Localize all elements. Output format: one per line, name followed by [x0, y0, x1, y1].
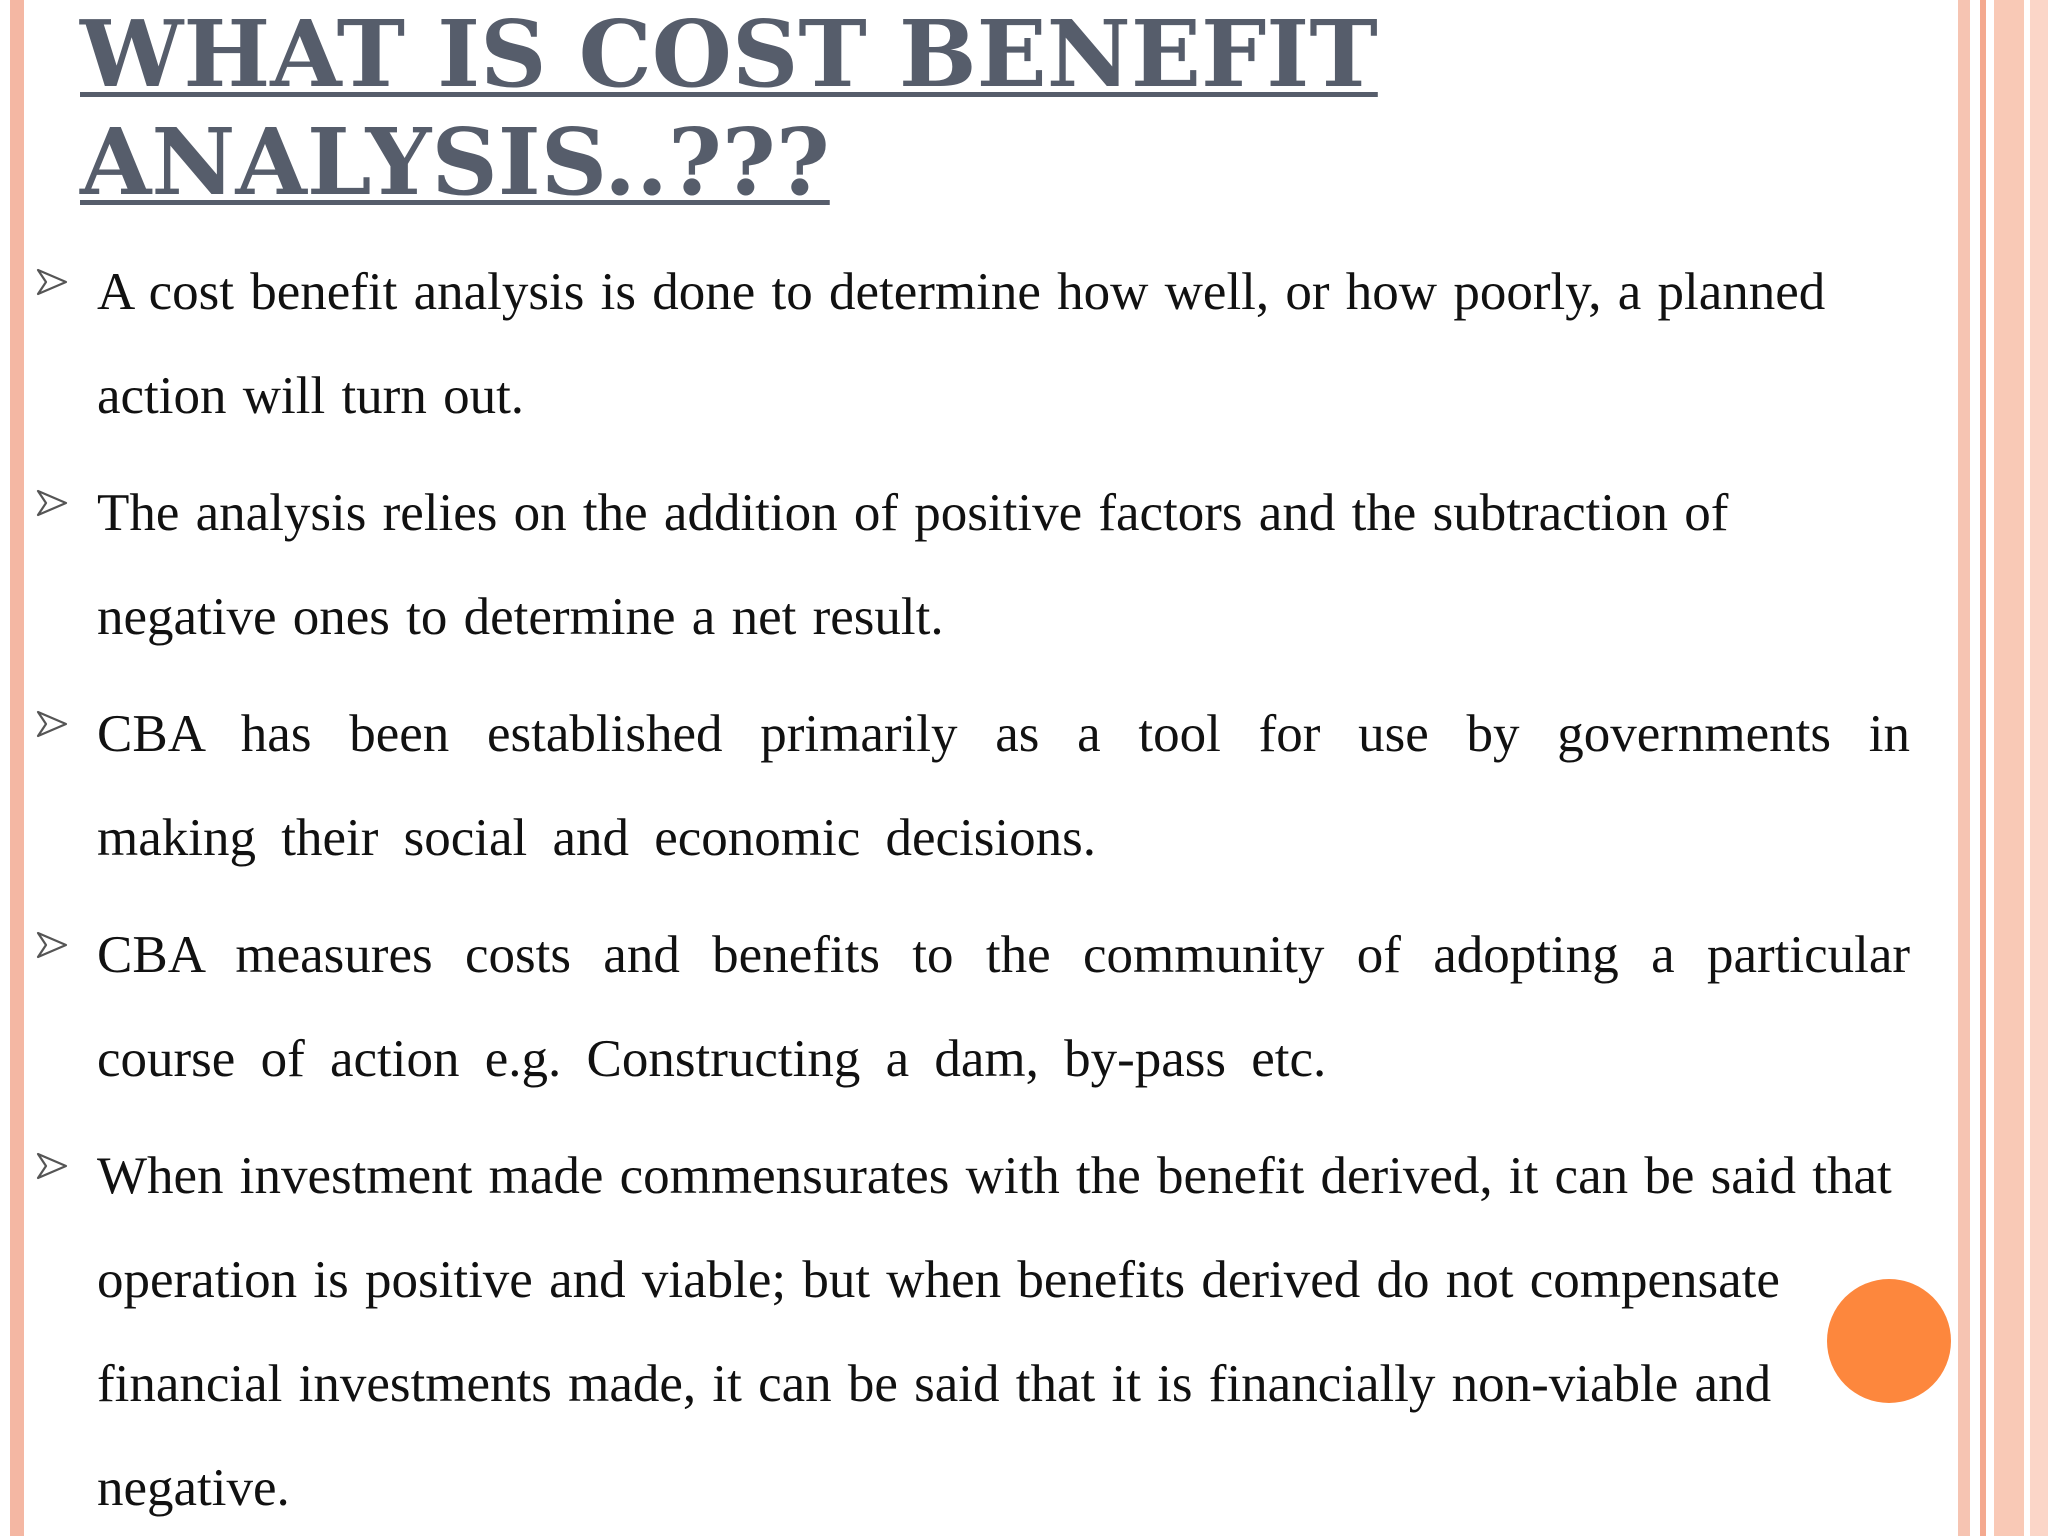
arrowhead-bullet-icon [36, 929, 68, 961]
bullet-list [0, 240, 2048, 1536]
arrowhead-bullet-icon [36, 708, 68, 740]
bullet-text: The analysis relies on the addition of positive factors and the subtraction of negative ones to determine a net result. [97, 484, 1729, 646]
arrowhead-bullet-icon [36, 1150, 68, 1182]
bullet-item [0, 461, 1910, 669]
bullet-text: CBA has been established primarily as a tool for use by governments in making their social and economic decisions. [97, 705, 1910, 867]
bullet-text: CBA measures costs and benefits to the community of adopting a particular course of action e.g. Constructing a dam, by-pass etc. [97, 926, 1910, 1088]
bullet-text: A cost benefit analysis is done to determine how well, or how poorly, a planned action will turn out. [97, 263, 1826, 425]
slide-title [80, 0, 1580, 216]
bullet-item [0, 682, 1910, 890]
decorative-orange-dot [1827, 1279, 1951, 1403]
bullet-item [0, 1124, 1910, 1536]
bullet-item [0, 903, 1910, 1111]
slide-title-line: ANALYSIS..??? [80, 108, 830, 216]
arrowhead-bullet-icon [36, 266, 68, 298]
arrowhead-bullet-icon [36, 487, 68, 519]
slide-title-line: WHAT IS COST BENEFIT [80, 0, 1378, 108]
bullet-text: When investment made commensurates with the benefit derived, it can be said that operation is positive and viable; but when benefits derived do not compensate financial investments made, it can be said that it is financially non-viable and negative. [97, 1147, 1892, 1517]
bullet-item [0, 240, 1910, 448]
